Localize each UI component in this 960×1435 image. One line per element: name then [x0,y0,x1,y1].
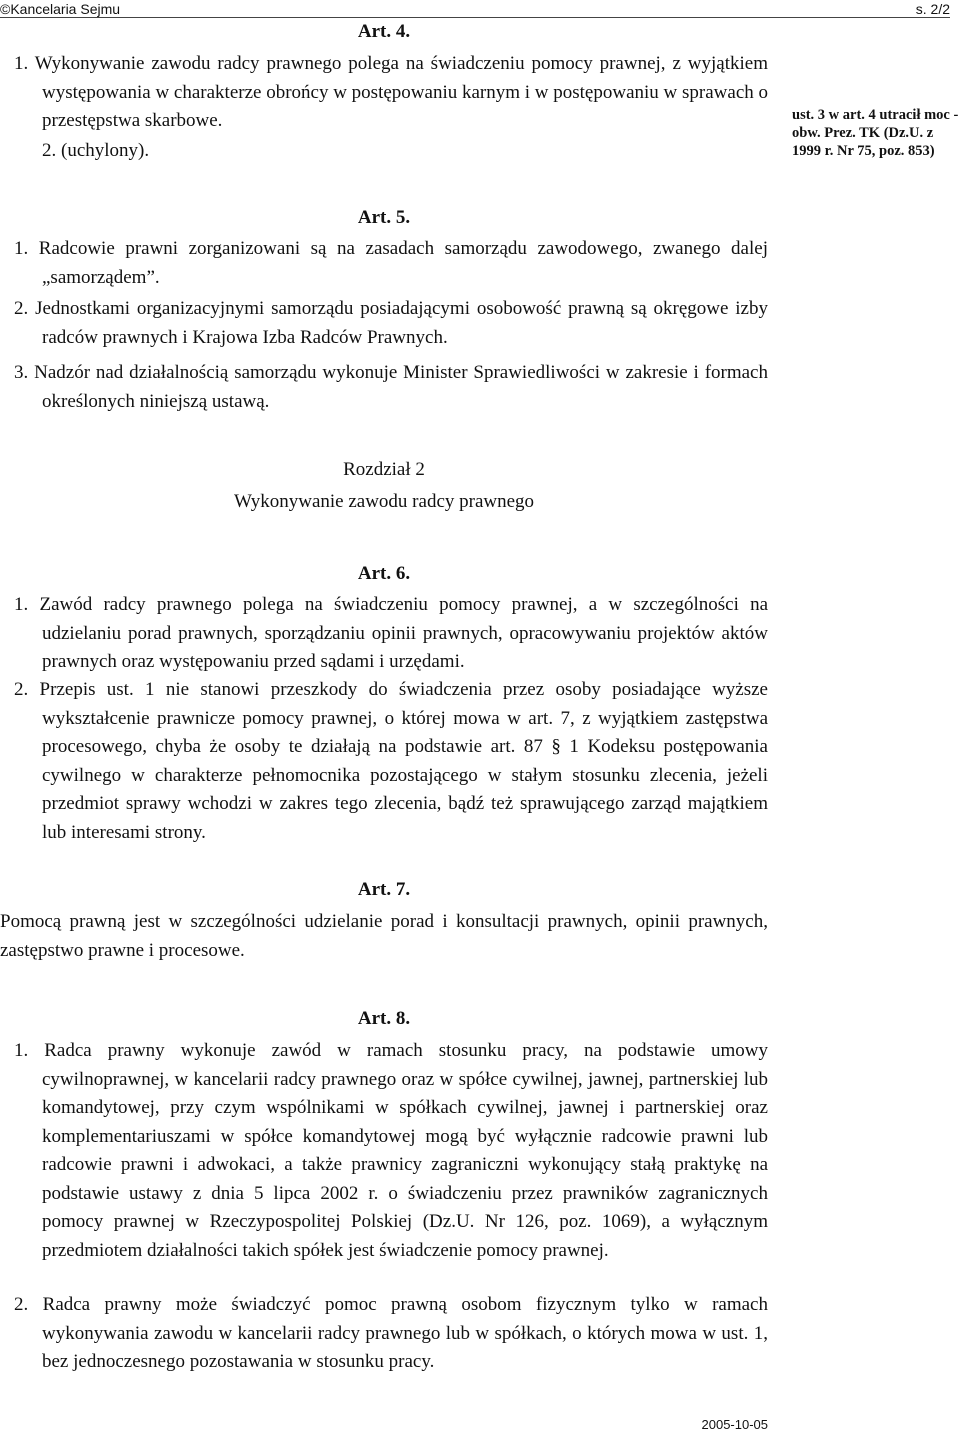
art-5-paragraph-2: 2. Jednostkami organizacyjnymi samorządu posiadającymi osobowość prawną są okręgowe izby radców prawnych i Krajowa Izba Radców Prawnych. [14,298,768,348]
art-4-paragraph-1: 1. Wykonywanie zawodu radcy prawnego polega na świadczeniu pomocy prawnej, z wyjątkiem występowania w charakterze obrońcy w postępowaniu karnym i w postępowaniu w sprawach o przestępstwa skarbowe. [14,53,769,131]
art-4-paragraph-2: 2. (uchylony). [42,140,150,161]
art-6-paragraph-2: 2. Przepis ust. 1 nie stanowi przeszkody do świadczenia przez osoby posiadające wyższe wykształcenie prawnicze pomocy prawnej, o której mowa w art. 7, z wyjątkiem zastępstwa procesowego, chyba że osoby te działają na podstawie art. 87 § 1 Kodeksu postępowania cywilnego w charakterze pełnomocnika pozostającego w stałym stosunku zlecenia, jeżeli przedmiot sprawy wchodzi w zakres tego zlecenia, bądź też sprawującego zarząd majątkiem lub interesami strony. [14,679,768,843]
chapter-title: Wykonywanie zawodu radcy prawnego [233,491,535,512]
art-5-paragraph-3: 3. Nadzór nad działalnością samorządu wykonuje Minister Sprawiedliwości w zakresie i formach określonych niniejszą ustawą. [14,362,768,412]
art-8-paragraph-1: 1. Radca prawny wykonuje zawód w ramach stosunku pracy, na podstawie umowy cywilnoprawnej, w kancelarii radcy prawnego oraz w spółce cywilnej, jawnej, partnerskiej lub komandytowej, przy czym wspólnikami w spółkach cywilnej, jawnej i partnerskiej oraz komplementariuszami w spółce komandytowej mogą być wyłącznie radcowie prawni lub radcowie prawni i adwokaci, a także prawnicy zagraniczni wykonujący stałą praktykę na podstawie ustawy z dnia 5 lipca 2002 r. o świadczeniu przez prawników zagranicznych pomocy prawnej w Rzeczypospolitej Polskiej (Dz.U. Nr 126, poz. 1069), a wyłącznym przedmiotem działalności takich spółek jest świadczenie pomocy prawnej. [14,1040,768,1261]
art-7-title: Art. 7. [357,879,411,900]
header-rule [0,17,950,18]
chapter-number: Rozdział 2 [343,459,425,480]
art-8-paragraph-2: 2. Radca prawny może świadczyć pomoc prawną osobom fizycznym tylko w ramach wykonywania zawodu w kancelarii radcy prawnego lub w spółkach, o których mowa w ust. 1, bez jednoczesnego pozostawania w stosunku pracy. [14,1294,768,1372]
art-8-title: Art. 8. [357,1008,411,1029]
header-page-number: s. 2/2 [915,1,950,17]
art-7-paragraph-1: Pomocą prawną jest w szczególności udzielanie porad i konsultacji prawnych, opinii prawnych, zastępstwo prawne i procesowe. [0,911,768,961]
art-4-title: Art. 4. [357,21,411,42]
art-5-paragraph-1: 1. Radcowie prawni zorganizowani są na zasadach samorządu zawodowego, zwanego dalej „samorządem”. [14,238,768,288]
side-note: ust. 3 w art. 4 utracił moc - obw. Prez. TK (Dz.U. z 1999 r. Nr 75, poz. 853) [792,107,959,159]
art-6-title: Art. 6. [357,563,411,584]
header-publisher: ©Kancelaria Sejmu [0,1,121,17]
art-5-title: Art. 5. [357,207,411,228]
art-6-paragraph-1: 1. Zawód radcy prawnego polega na świadczeniu pomocy prawnej, a w szczególności na udzielaniu porad prawnych, sporządzaniu opinii prawnych, opracowywaniu projektów aktów prawnych oraz występowaniu przed sądami i urzędami. [14,594,768,672]
footer-date: 2005-10-05 [701,1417,768,1432]
